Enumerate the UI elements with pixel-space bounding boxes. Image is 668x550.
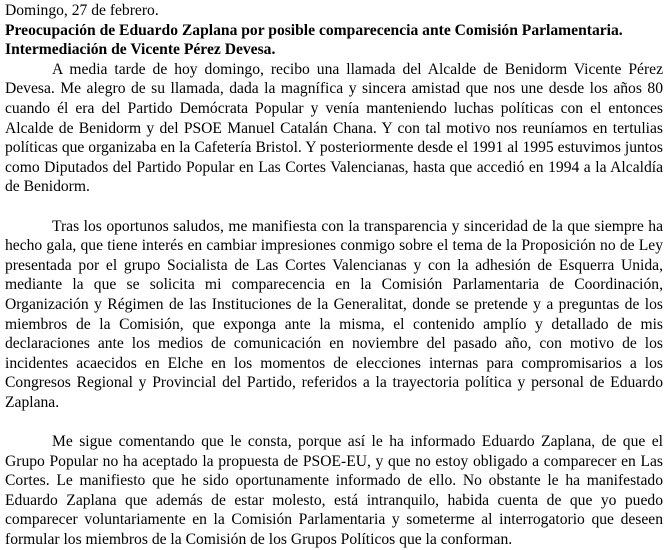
paragraph-spacer <box>5 412 663 432</box>
body-paragraph-2: Tras los oportunos saludos, me manifiesta con la transparencia y sinceridad de la que siempre ha hecho gala, que tiene interés en cambiar impresiones conmigo sobre el tema de la Proposición no de Ley presentada por el grupo Socialista de Las Cortes Valencianas y con la adhesión de Esquerra Unida, mediante la que se solicita mi comparecencia en la Comisión Parlamentaria de Coordinación, Organización y Régimen de las Instituciones de la Generalitat, donde se pretende y a preguntas de los miembros de la Comisión, que exponga ante la misma, el contenido amplío y detallado de mis declaraciones ante los medios de comunicación en noviembre del pasado año, con motivo de los incidentes acaecidos en Elche en los momentos de elecciones internas para compromisarios a los Congresos Regional y Provincial del Partido, referidos a la trayectoria política y personal de Eduardo Zaplana. <box>5 217 663 411</box>
entry-heading-line-1: Preocupación de Eduardo Zaplana por posible comparecencia ante Comisión Parlamentaria. <box>5 21 623 39</box>
entry-heading-line-2: Intermediación de Vicente Pérez Devesa. <box>5 41 276 59</box>
paragraph-spacer <box>5 197 663 217</box>
document-page <box>5 0 663 550</box>
body-paragraph-1: A media tarde de hoy domingo, recibo una llamada del Alcalde de Benidorm Vicente Pérez Devesa. Me alegro de su llamada, dada la magnífica y sincera amistad que nos une desde los años 80 cuando él era del Partido Demócrata Popular y venía manteniendo luchas políticas con el entonces Alcalde de Benidorm y del PSOE Manuel Catalán Chana. Y con tal motivo nos reuníamos en tertulias políticas que organizaba en la Cafetería Bristol. Y posteriormente desde el 1991 al 1995 estuvimos juntos como Diputados del Partido Popular en Las Cortes Valencianas, hasta que accedió en 1994 a la Alcaldía de Benidorm. <box>5 60 663 196</box>
entry-date: Domingo, 27 de febrero. <box>5 2 159 19</box>
body-paragraph-3: Me sigue comentando que le consta, porque así le ha informado Eduardo Zaplana, de que el Grupo Popular no ha aceptado la propuesta de PSOE-EU, y que no estoy obligado a comparecer en Las Cortes. Le manifiesto que he sido oportunamente informado de ello. No obstante le ha manifestado Eduardo Zaplana que además de estar molesto, está intranquilo, habida cuenta de que yo puedo comparecer voluntariamente en la Comisión Parlamentaria y someterme al interrogatorio que deseen formular los miembros de la Comisión de los Grupos Políticos que la conforman. <box>5 433 663 549</box>
